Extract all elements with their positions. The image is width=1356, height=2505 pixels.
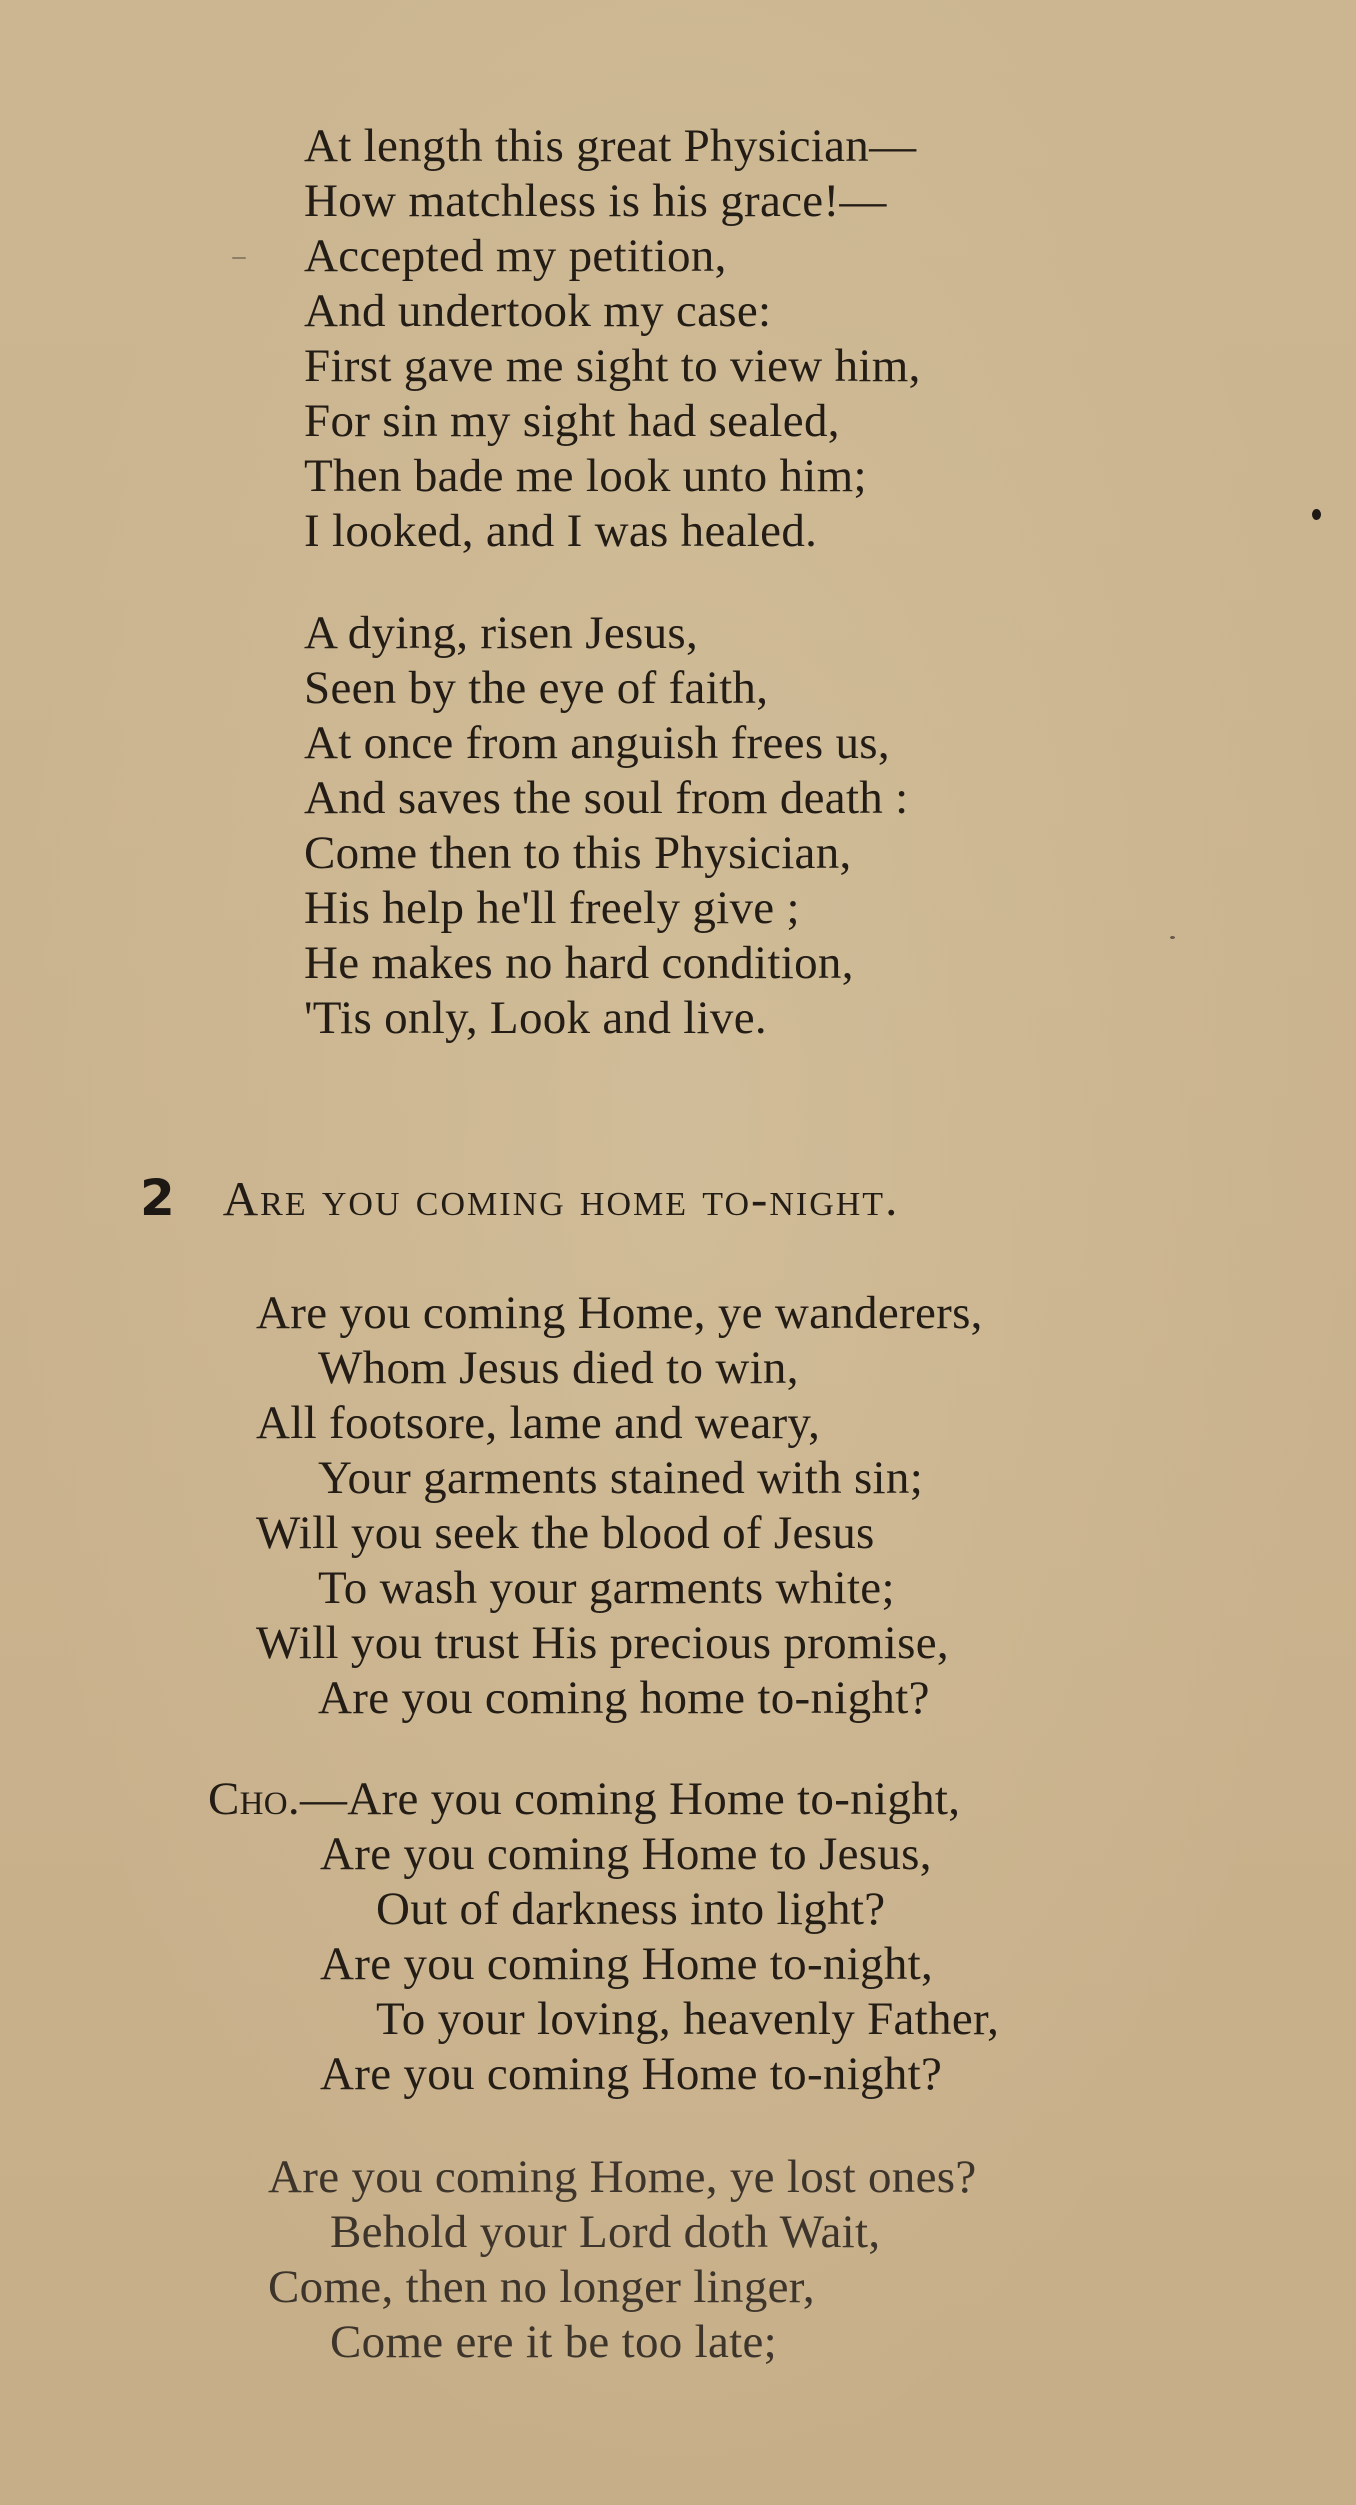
hymn-number: 2 [140,1169,175,1227]
verse-line: Are you coming Home to-night, [320,1938,934,1990]
hymn1-stanza-1 [304,119,921,559]
ink-speck [1170,936,1175,939]
verse-line: I looked, and I was healed. [304,505,818,557]
verse-line: Are you coming home to-night? [318,1672,930,1724]
ink-speck [1312,509,1321,520]
verse-line: He makes no hard condition, [304,937,854,989]
verse-line: And saves the soul from death : [304,772,909,824]
verse-line: And undertook my case: [304,285,772,337]
verse-line: Are you coming Home, ye lost ones? [268,2151,977,2203]
verse-line: At once from anguish frees us, [304,717,890,769]
chorus-label: Cho. [208,1773,300,1825]
verse-line: Out of darkness into light? [376,1883,886,1935]
verse-line: Are you coming Home, ye wanderers, [256,1287,983,1339]
verse-line: Come ere it be too late; [330,2316,778,2368]
verse-line: To your loving, heavenly Father, [376,1993,1000,2045]
chorus-first-line [208,1772,999,1827]
verse-line: Then bade me look unto him; [304,450,867,502]
verse-line: A dying, risen Jesus, [304,607,699,659]
hymn-header [140,1168,899,1228]
hymn2-stanza-2 [268,2150,977,2370]
verse-line: Your garments stained with sin; [318,1452,924,1504]
verse-line: First gave me sight to view him, [304,340,921,392]
verse-line: Will you trust His precious promise, [256,1617,949,1669]
verse-line: Whom Jesus died to win, [318,1342,799,1394]
chorus-first-line-text: —Are you coming Home to-night, [299,1773,961,1825]
ink-speck [232,257,246,259]
verse-line: For sin my sight had sealed, [304,395,840,447]
verse-line: At length this great Physician— [304,120,917,172]
hymn2-chorus [208,1772,999,2102]
verse-line: Come then to this Physician, [304,827,852,879]
verse-line: 'Tis only, Look and live. [304,992,767,1044]
verse-line: Will you seek the blood of Jesus [256,1507,875,1559]
verse-line: Are you coming Home to Jesus, [320,1828,932,1880]
verse-line: Behold your Lord doth Wait, [330,2206,881,2258]
verse-line: Accepted my petition, [304,230,727,282]
hymn2-stanza-1 [256,1286,983,1726]
verse-line: How matchless is his grace!— [304,175,887,227]
hymn-title: Are you coming home to-night. [222,1171,900,1226]
verse-line: Come, then no longer linger, [268,2261,815,2313]
verse-line: His help he'll freely give ; [304,882,800,934]
verse-line: To wash your garments white; [318,1562,895,1614]
verse-line: Are you coming Home to-night? [320,2048,943,2100]
hymn1-stanza-2 [304,606,909,1046]
verse-line: All footsore, lame and weary, [256,1397,821,1449]
verse-line: Seen by the eye of faith, [304,662,769,714]
